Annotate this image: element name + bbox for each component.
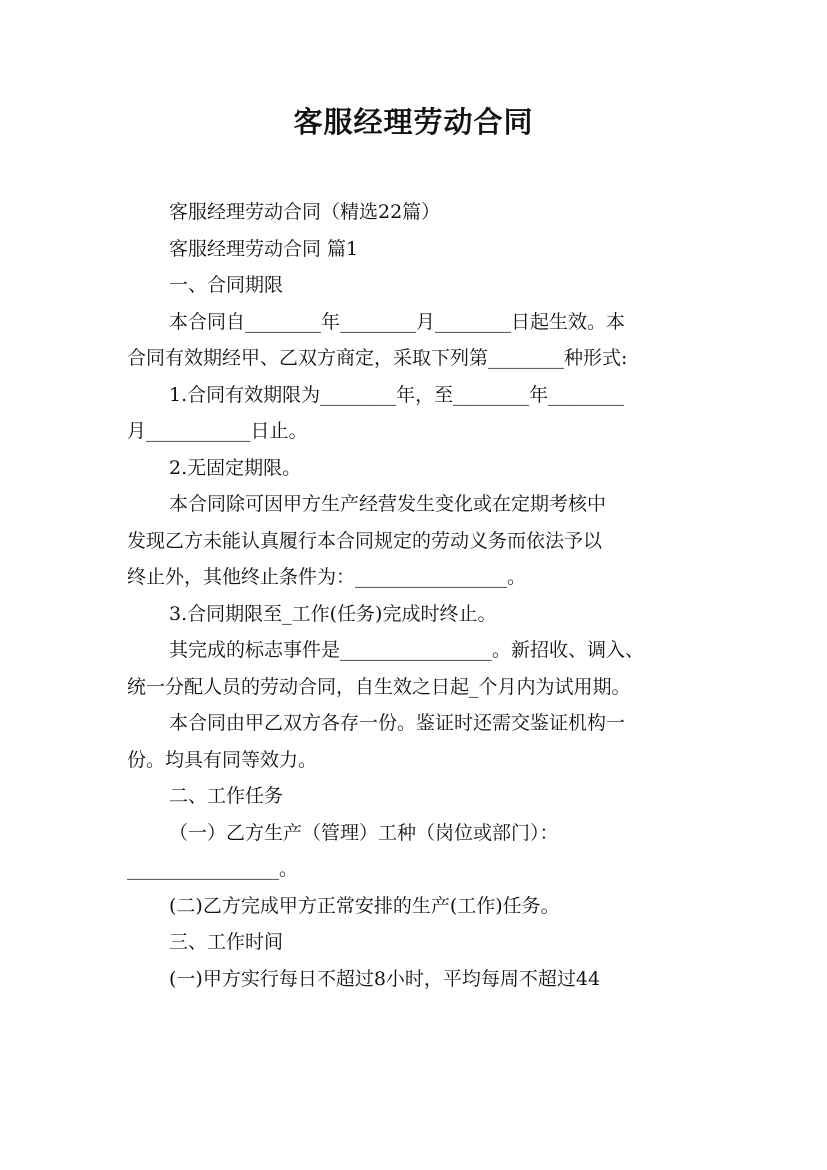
- paragraph-line: 1.合同有效期限为________年，至________年________: [169, 383, 625, 406]
- paragraph-line: 客服经理劳动合同 篇1: [169, 237, 359, 260]
- paragraph-line: ________________。: [127, 858, 299, 880]
- paragraph-line: 本合同除可因甲方生产经营发生变化或在定期考核中: [169, 493, 607, 515]
- document-title: 客服经理劳动合同: [293, 105, 534, 139]
- paragraph-line: 本合同自________年________月________日起生效。本: [169, 310, 626, 333]
- paragraph-line: 3.合同期限至_工作(任务)完成时终止。: [169, 602, 497, 625]
- paragraph-line: 其完成的标志事件是________________。新招收、调入、: [169, 639, 645, 661]
- paragraph-line: 2.无固定期限。: [169, 456, 302, 479]
- paragraph-line: 月___________日止。: [127, 420, 308, 442]
- section-heading: 三、工作时间: [169, 931, 284, 953]
- paragraph-line: 客服经理劳动合同（精选22篇）: [169, 201, 441, 223]
- paragraph-line: (一)甲方实行每日不超过8小时，平均每周不超过44: [169, 967, 601, 990]
- section-heading: 一、合同期限: [169, 274, 284, 296]
- paragraph-line: 本合同由甲乙双方各存一份。鉴证时还需交鉴证机构一: [169, 712, 626, 734]
- document-body: [127, 194, 702, 997]
- paragraph-line: (二)乙方完成甲方正常安排的生产(工作)任务。: [169, 894, 560, 917]
- paragraph-line: 统一分配人员的劳动合同，自生效之日起_个月内为试用期。: [127, 675, 631, 698]
- paragraph-line: （一）乙方生产（管理）工种（岗位或部门）：: [169, 821, 559, 844]
- paragraph-line: 合同有效期经甲、乙双方商定，采取下列第________种形式:: [127, 347, 628, 369]
- paragraph-line: 发现乙方未能认真履行本合同规定的劳动义务而依法予以: [127, 529, 603, 552]
- paragraph-line: 终止外，其他终止条件为：________________。: [127, 566, 527, 588]
- section-heading: 二、工作任务: [169, 785, 284, 807]
- paragraph-line: 份。均具有同等效力。: [127, 748, 318, 771]
